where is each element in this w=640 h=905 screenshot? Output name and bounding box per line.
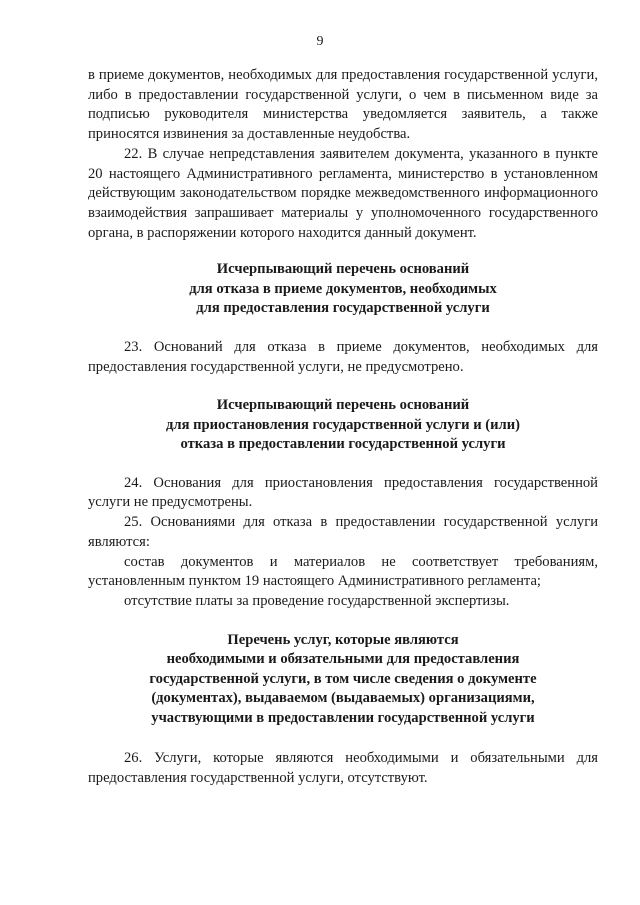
section-spacer <box>88 319 598 338</box>
page-number: 9 <box>316 34 324 49</box>
section-spacer <box>88 243 598 260</box>
document-body <box>88 66 598 789</box>
paragraph-4: 24. Основания для приостановления предоставления государственной услуги не предусмотрены. <box>88 474 598 511</box>
section-heading-line: необходимыми и обязательными для предоставления <box>166 651 520 668</box>
section-spacer <box>88 612 598 631</box>
section-heading-line: для отказа в приеме документов, необходимых <box>189 280 497 297</box>
section-heading-line: Перечень услуг, которые являются <box>227 631 459 648</box>
section-heading-3 <box>88 631 598 729</box>
section-heading-line: участвующими в предоставлении государственной услуги <box>151 709 535 726</box>
section-heading-line: для предоставления государственной услуги <box>196 300 490 317</box>
paragraph-7: отсутствие платы за проведение государственной экспертизы. <box>124 592 510 609</box>
section-heading-line: (документах), выдаваемом (выдаваемых) организациями, <box>151 690 535 707</box>
paragraph-3: 23. Оснований для отказа в приеме документов, необходимых для предоставления государственной услуги, не предусмотрено. <box>88 338 598 375</box>
section-spacer <box>88 377 598 396</box>
section-heading-1 <box>88 260 598 319</box>
section-heading-line: отказа в предоставлении государственной услуги <box>180 436 506 453</box>
paragraph-8: 26. Услуги, которые являются необходимыми и обязательными для предоставления государственной услуги, отсутствуют. <box>88 750 598 786</box>
paragraph-5: 25. Основаниями для отказа в предоставлении государственной услуги являются: <box>88 514 598 550</box>
section-spacer <box>88 728 598 749</box>
section-heading-2 <box>88 396 598 455</box>
section-heading-line: государственной услуги, в том числе сведения о документе <box>149 670 537 687</box>
section-heading-line: для приостановления государственной услуги и (или) <box>166 416 520 433</box>
paragraph-6: состав документов и материалов не соответствует требованиям, установленным пунктом 19 настоящего Административного регламента; <box>88 553 598 590</box>
section-heading-line: Исчерпывающий перечень оснований <box>216 261 470 278</box>
section-spacer <box>88 455 598 474</box>
paragraph-1: в приеме документов, необходимых для предоставления государственной услуги, либо в предоставлении государственной услуги, о чем в письменном виде за подписью руководителя министерства уведомляется заявитель, а также приносятся извинения за доставленные неудобства. <box>88 67 598 143</box>
paragraph-2: 22. В случае непредставления заявителем документа, указанного в пункте 20 настоящего Административного регламента, министерство в установленном действующим законодательством порядке межведомственного информационного взаимодействия запрашивает материалы у уполномоченного государственного органа, в распоряжении которого находится данный документ. <box>88 145 598 241</box>
section-heading-line: Исчерпывающий перечень оснований <box>216 397 470 414</box>
